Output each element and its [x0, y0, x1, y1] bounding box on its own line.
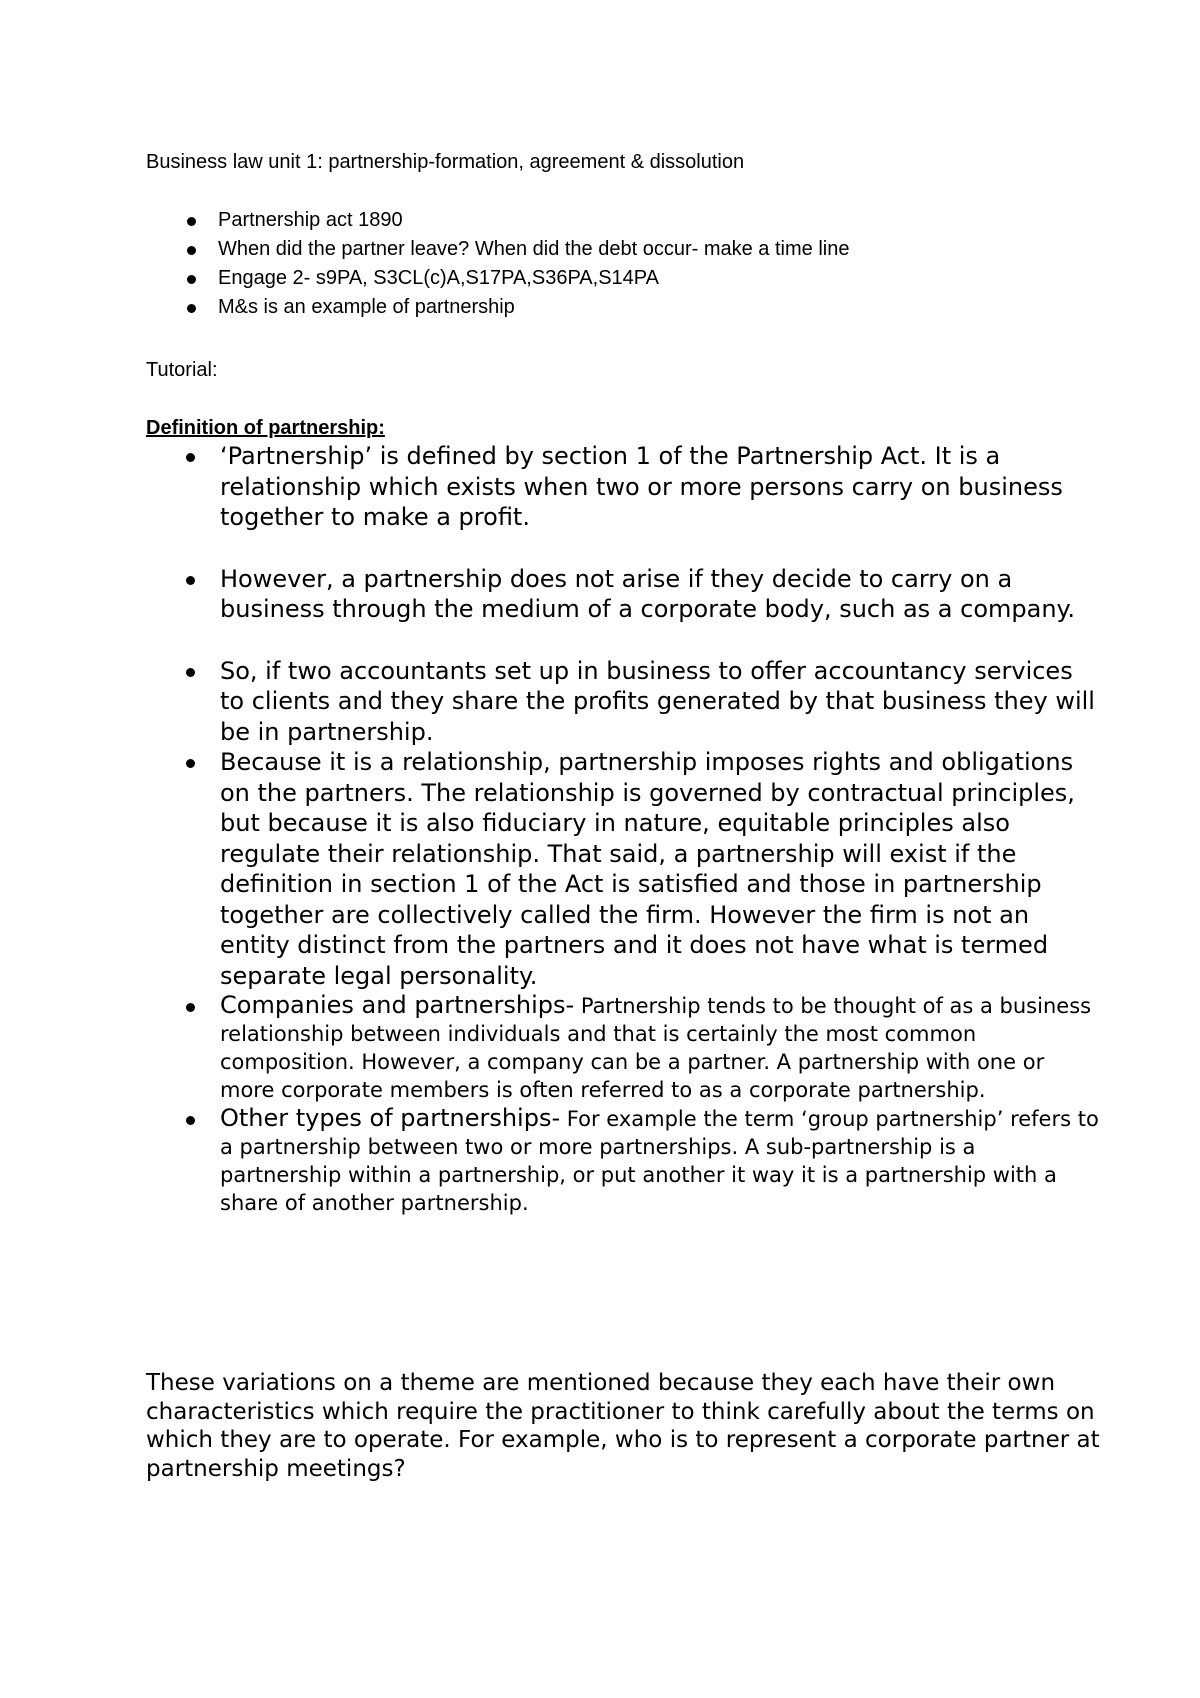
tutorial-label: Tutorial:	[146, 359, 218, 381]
list-item: When did the partner leave? When did the debt occur- make a time line	[218, 235, 1118, 264]
list-item: However, a partnership does not arise if they decide to carry on a business through the medium of a corporate body, such as a company.	[220, 564, 1100, 625]
list-item	[220, 1104, 1100, 1217]
intro-bullet-list	[218, 206, 1118, 322]
list-item	[220, 991, 1100, 1104]
list-item: ‘Partnership’ is defined by section 1 of the Partnership Act. It is a relationship which exists when two or more persons carry on business together to make a profit.	[220, 441, 1100, 533]
closing-paragraph: These variations on a theme are mentioned because they each have their own characteristics which require the practitioner to think carefully about the terms on which they are to operate. For example, who is to represent a corporate partner at partnership meetings?	[146, 1370, 1100, 1482]
bullet-lead: Other types of partnerships-	[220, 1104, 561, 1132]
bullet-lead: Companies and partnerships-	[220, 991, 575, 1019]
list-item: M&s is an example of partnership	[218, 293, 1118, 322]
list-item: Engage 2- s9PA, S3CL(c)A,S17PA,S36PA,S14PA	[218, 264, 1118, 293]
bullet-text: For example the term ‘group partnership’ refers to a partnership between two or more partnerships. A sub-partnership is a partnership within a partnership, or put another it way it is a partnership with a share of another partnership.	[220, 1107, 1099, 1215]
list-item: So, if two accountants set up in business to offer accountancy services to clients and they share the profits generated by that business they will be in partnership.	[220, 656, 1100, 748]
document-title: Business law unit 1: partnership-formation, agreement & dissolution	[146, 151, 745, 173]
list-item: Partnership act 1890	[218, 206, 1118, 235]
definition-heading: Definition of partnership:	[146, 417, 385, 439]
definition-bullet-list	[220, 441, 1100, 1217]
list-item: Because it is a relationship, partnership imposes rights and obligations on the partners. The relationship is governed by contractual principles, but because it is also fiduciary in nature, equitable principles also regulate their relationship. That said, a partnership will exist if the definition in section 1 of the Act is satisfied and those in partnership together are collectively called the firm. However the firm is not an entity distinct from the partners and it does not have what is termed separate legal personality.	[220, 747, 1100, 991]
bullet-text: Partnership tends to be thought of as a business relationship between individuals and that is certainly the most common composition. However, a company can be a partner. A partnership with one or more corporate members is often referred to as a corporate partnership.	[220, 994, 1092, 1102]
